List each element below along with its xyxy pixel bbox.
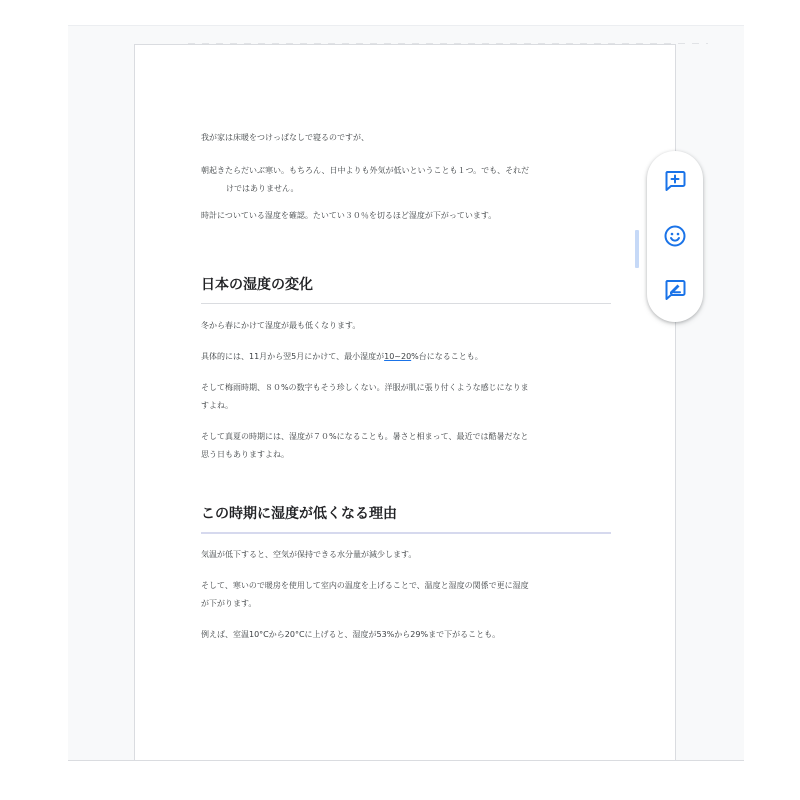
underlined-text[interactable]: 10~20 [384,352,412,361]
paragraph: 冬から春にかけて湿度が最も低くなります。 [201,321,361,330]
paragraph: そして真夏の時期には、湿度が７０%になることも。暑さと相まって、最近では酷暑だなと [201,432,529,441]
section-heading: この時期に湿度が低くなる理由 [201,506,397,522]
document-page[interactable] [134,44,676,761]
paragraph: 時計についている湿度を確認。たいてい３０％を切るほど湿度が下がっています。 [201,211,497,220]
document-viewport [68,25,744,761]
document-body[interactable] [201,129,611,644]
paragraph-continuation: 思う日もありますよね。 [201,450,289,459]
paragraph: 例えば、室温10°Cから20°Cに上げると、湿度が53%から29%まで下がることも。 [201,630,501,639]
emoji-icon [663,224,687,248]
paragraph: そして、寒いので暖房を使用して室内の温度を上げることで、温度と湿度の関係で更に湿度 [201,581,529,590]
paragraph: 我が家は床暖をつけっぱなしで寝るのですが、 [201,133,369,142]
paragraph [201,348,611,366]
add-comment-button[interactable] [661,167,689,195]
suggest-edits-icon [663,278,687,302]
paragraph-continuation: けではありません。 [226,184,299,193]
add-comment-icon [663,169,687,193]
suggest-edits-button[interactable] [661,276,689,304]
paragraph: 朝起きたらだいぶ寒い。もちろん、日中よりも外気が低いということも１つ。でも、それだ [201,166,530,175]
paragraph-continuation: が下がります。 [201,599,257,608]
paragraph-text: 具体的には、11月から翌5月にかけて、最小湿度が [201,352,385,361]
floating-side-toolbar [647,151,703,322]
paragraph-text: %台になることも。 [411,352,483,361]
text-cursor-highlight [635,230,639,268]
paragraph-continuation: すよね。 [201,401,233,410]
add-emoji-reaction-button[interactable] [661,222,689,250]
section-heading: 日本の湿度の変化 [201,277,313,293]
paragraph: 気温が低下すると、空気が保持できる水分量が減少します。 [201,550,417,559]
paragraph: そして梅雨時期、８０%の数字もそう珍しくない。洋服が肌に張り付くような感じになりま [201,383,529,392]
